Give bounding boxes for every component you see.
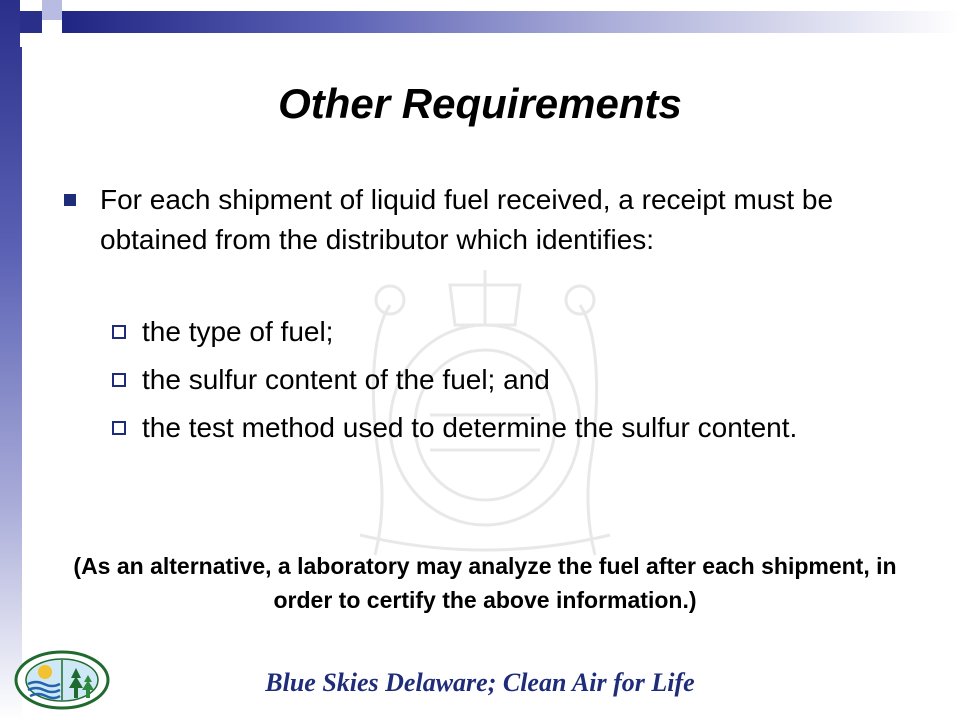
- corner-square: [42, 20, 62, 33]
- corner-square: [20, 0, 42, 11]
- corner-square: [42, 0, 62, 20]
- main-bullet: [64, 180, 844, 260]
- sub-bullet-item: [112, 313, 872, 351]
- sub-bullet-item: [112, 361, 872, 399]
- hollow-square-icon: [112, 373, 126, 387]
- sub-bullet-text: the type of fuel;: [142, 316, 334, 347]
- corner-square: [20, 33, 42, 47]
- corner-square: [20, 11, 42, 33]
- slide-title: Other Requirements: [278, 80, 682, 127]
- alternative-note: (As an alternative, a laboratory may analyze the fuel after each shipment, in order to certify the above information.): [73, 553, 897, 613]
- sub-bullet-list: [112, 313, 872, 457]
- sub-bullet-text: the sulfur content of the fuel; and: [142, 364, 550, 395]
- hollow-square-icon: [112, 421, 126, 435]
- main-bullet-text: For each shipment of liquid fuel received, a receipt must be obtained from the distributor which identifies:: [100, 184, 834, 255]
- sub-bullet-item: [112, 409, 872, 447]
- top-gradient-bar: [62, 11, 960, 33]
- sub-bullet-text: the test method used to determine the sulfur content.: [142, 412, 798, 443]
- hollow-square-icon: [112, 325, 126, 339]
- footer-tagline: Blue Skies Delaware; Clean Air for Life: [265, 668, 695, 697]
- square-bullet-icon: [64, 194, 76, 206]
